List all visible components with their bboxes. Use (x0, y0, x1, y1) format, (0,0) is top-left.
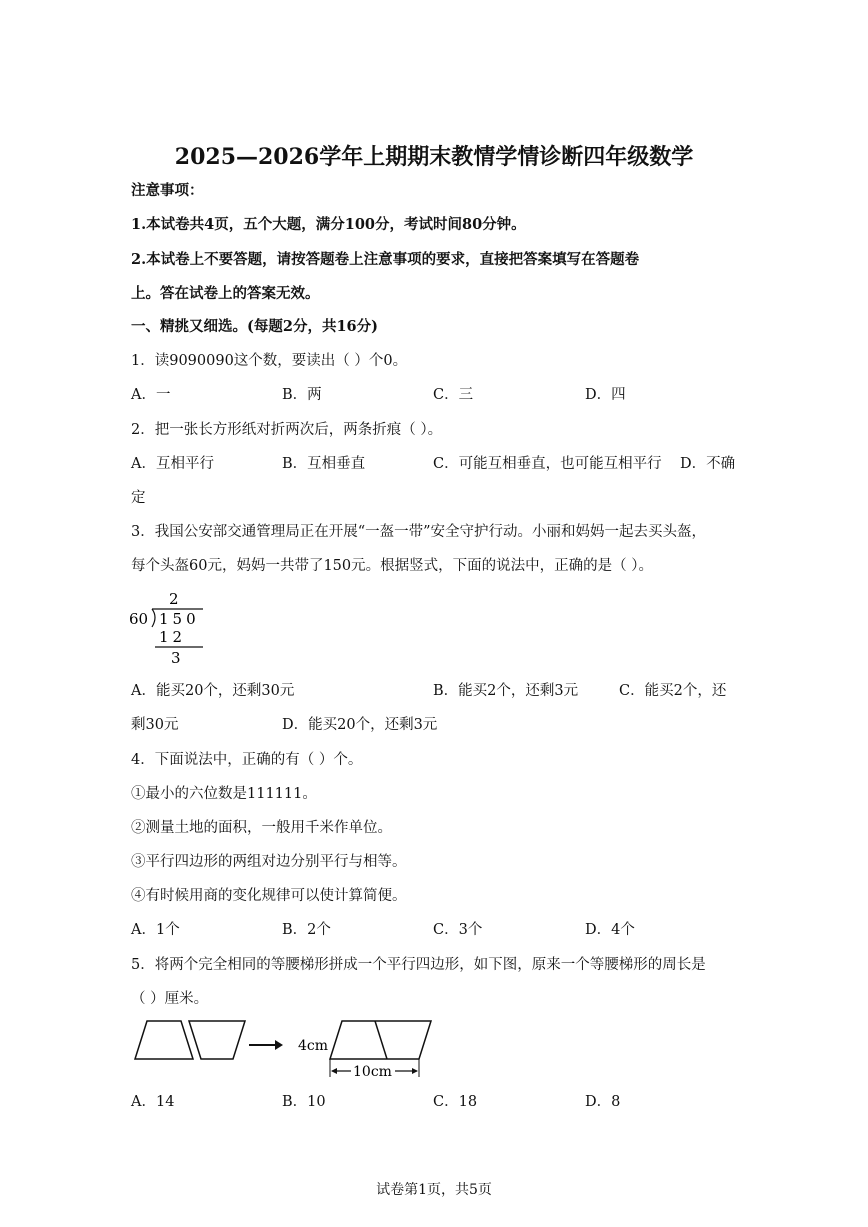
notice-heading: 注意事项： (131, 182, 204, 199)
q4-stem: 4．下面说法中，正确的有（ ）个。 (131, 752, 363, 768)
q3-stem: 3．我国公安部交通管理局正在开展“一盔一带”安全守护行动。小丽和妈妈一起去买头盔， (131, 524, 707, 540)
q4-statement-1: ①最小的六位数是111111。 (131, 786, 317, 802)
arrow-icon (275, 1040, 283, 1050)
q2-option-b: B．互相垂直 (282, 456, 366, 472)
division-dividend: 150 (159, 610, 200, 628)
q2-option-a: A．互相平行 (131, 456, 214, 472)
q2-option-c: C．可能互相垂直，也可能互相平行 (433, 456, 662, 472)
q1-option-c: C．三 (433, 387, 474, 403)
q4-option-d: D．4个 (585, 922, 635, 938)
fig-width-label: 10cm (353, 1064, 392, 1080)
trapezoid-figure (125, 1015, 445, 1085)
q3-option-d: D．能买20个，还剩3元 (282, 717, 438, 733)
division-product: 12 (159, 628, 187, 646)
q5-option-a: A．14 (131, 1094, 175, 1110)
q4-option-a: A．1个 (131, 922, 180, 938)
q2-stem: 2．把一张长方形纸对折两次后，两条折痕（ ）。 (131, 422, 443, 438)
q4-option-b: B．2个 (282, 922, 331, 938)
trapezoid-left-shape (135, 1021, 193, 1059)
q1-option-d: D．四 (585, 387, 626, 403)
q4-statement-4: ④有时候用商的变化规律可以使计算简便。 (131, 888, 407, 904)
q4-statement-2: ②测量土地的面积，一般用千米作单位。 (131, 820, 392, 836)
q4-option-c: C．3个 (433, 922, 483, 938)
q3-stem-cont: 每个头盔60元，妈妈一共带了150元。根据竖式，下面的说法中，正确的是（ ）。 (131, 558, 653, 574)
q3-option-c-wrap: 剩30元 (131, 717, 179, 733)
q3-option-b: B．能买2个，还剩3元 (433, 683, 579, 699)
section-1-heading: 一、精挑又细选。(每题2分，共16分) (131, 318, 378, 335)
trapezoid-right-shape (189, 1021, 245, 1059)
q1-option-b: B．两 (282, 387, 322, 403)
notice-item-2-cont: 上。答在试卷上的答案无效。 (131, 285, 320, 302)
q5-stem-cont: （ ）厘米。 (131, 991, 209, 1007)
division-quotient: 2 (169, 590, 179, 608)
notice-item-1: 1.本试卷共4页，五个大题，满分100分，考试时间80分钟。 (131, 216, 526, 233)
notice-item-2: 2.本试卷上不要答题，请按答题卷上注意事项的要求，直接把答案填写在答题卷 (131, 251, 640, 268)
q5-stem: 5．将两个完全相同的等腰梯形拼成一个平行四边形，如下图，原来一个等腰梯形的周长是 (131, 957, 706, 973)
q4-statement-3: ③平行四边形的两组对边分别平行与相等。 (131, 854, 407, 870)
q5-option-b: B．10 (282, 1094, 326, 1110)
q2-option-d-wrap: 定 (131, 490, 146, 506)
page-title: 2025—2026学年上期期末教情学情诊断四年级数学 (174, 144, 694, 170)
q1-stem: 1．读9090090这个数，要读出（ ）个0。 (131, 353, 408, 369)
division-divisor: 60 (129, 610, 149, 628)
q5-option-d: D．8 (585, 1094, 621, 1110)
q3-option-a: A．能买20个，还剩30元 (131, 683, 295, 699)
division-remainder: 3 (171, 649, 181, 667)
fig-height-label: 4cm (298, 1038, 329, 1054)
q5-option-c: C．18 (433, 1094, 478, 1110)
q1-option-a: A．一 (131, 387, 171, 403)
page-footer: 试卷第1页，共5页 (376, 1182, 492, 1198)
q2-option-d: D．不确 (680, 456, 736, 472)
q3-option-c: C．能买2个，还 (619, 683, 727, 699)
long-division-figure (125, 588, 215, 668)
